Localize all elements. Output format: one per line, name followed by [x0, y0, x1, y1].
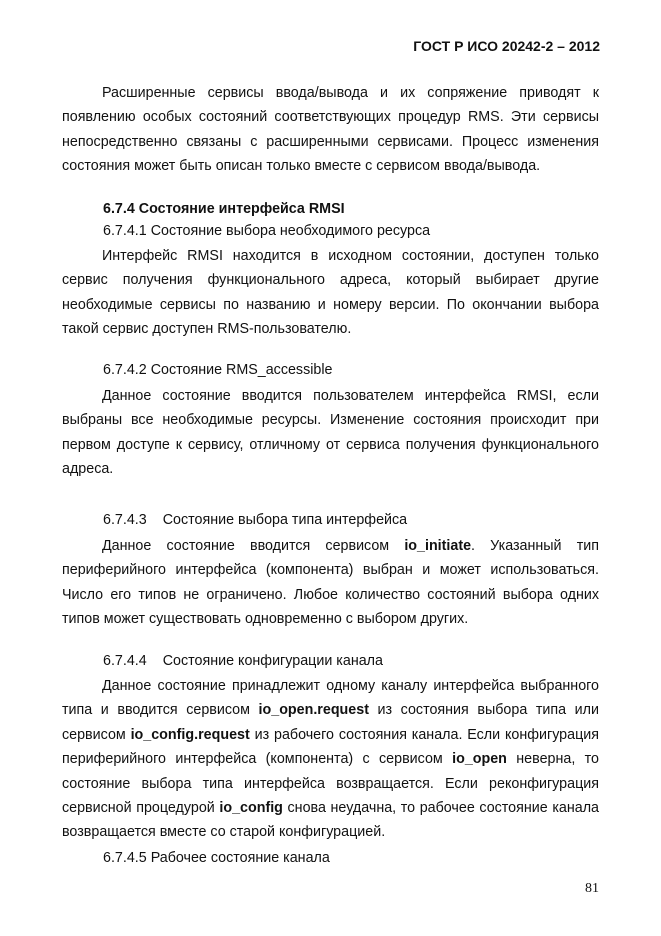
- subsection-number: 6.7.4.4: [103, 653, 147, 669]
- subsection-title: Состояние конфигурации канала: [162, 653, 383, 669]
- term-io-config-request: io_config.request: [130, 726, 250, 743]
- term-io-open-request: io_open.request: [258, 702, 369, 719]
- subsection-title: Состояние выбора типа интерфейса: [162, 512, 408, 528]
- subsection-heading-6-7-4-2: 6.7.4.2 Состояние RMS_accessible: [103, 362, 333, 378]
- section-heading-6-7-4: 6.7.4 Состояние интерфейса RMSI: [103, 201, 345, 217]
- term-io-config: io_config: [219, 800, 283, 817]
- paragraph-6-7-4-3: Данное состояние вводится сервисом io_initiate. Указанный тип периферийного интерфейса (компонента) выбран и может использоваться. Число его типов не ограничено. Любое количество состояний выбора одних типов может существовать одновременно с выбором других.: [62, 538, 599, 628]
- paragraph-6-7-4-4: Данное состояние принадлежит одному каналу интерфейса выбранного типа и вводится сервисом io_open.request из состояния выбора типа или сервисом io_config.request из рабочего состояния канала. Если конфигурация периферийного интерфейса (компонента) с сервисом io_open неверна, то состояние выбора типа интерфейса возвращается. Если реконфигурация сервисной процедурой io_config снова неудачна, то рабочее состояние канала возвращается вместе со старой конфигурацией.: [62, 678, 599, 841]
- paragraph-intro: Расширенные сервисы ввода/вывода и их сопряжение приводят к появлению особых состояний соответствующих процедур RMS. Эти сервисы непосредственно связаны с расширенными сервисами. Процесс изменения состояния может быть описан только вместе с сервисом ввода/вывода.: [62, 85, 599, 175]
- subsection-heading-6-7-4-4: [103, 649, 603, 673]
- subsection-heading-6-7-4-1: 6.7.4.1 Состояние выбора необходимого ресурса: [103, 223, 431, 239]
- subsection-heading-6-7-4-5: 6.7.4.5 Рабочее состояние канала: [103, 850, 330, 866]
- term-io-initiate: io_initiate: [404, 538, 472, 554]
- document-header: ГОСТ Р ИСО 20242-2 – 2012: [413, 38, 600, 54]
- subsection-number: 6.7.4.3: [103, 512, 147, 528]
- page-number: 81: [585, 881, 599, 896]
- subsection-heading-6-7-4-3: [103, 508, 603, 532]
- paragraph-6-7-4-1: Интерфейс RMSI находится в исходном состоянии, доступен только сервис получения функционального адреса, который выбирает другие необходимые сервисы по названию и номеру версии. По окончании выбора такой сервис доступен RMS-пользователю.: [62, 248, 599, 338]
- term-io-open: io_open: [452, 751, 507, 768]
- paragraph-6-7-4-2: Данное состояние вводится пользователем интерфейса RMSI, если выбраны все необходимые ресурсы. Изменение состояния происходит при первом доступе к сервису, отличному от сервиса получения функционального адреса.: [62, 388, 599, 478]
